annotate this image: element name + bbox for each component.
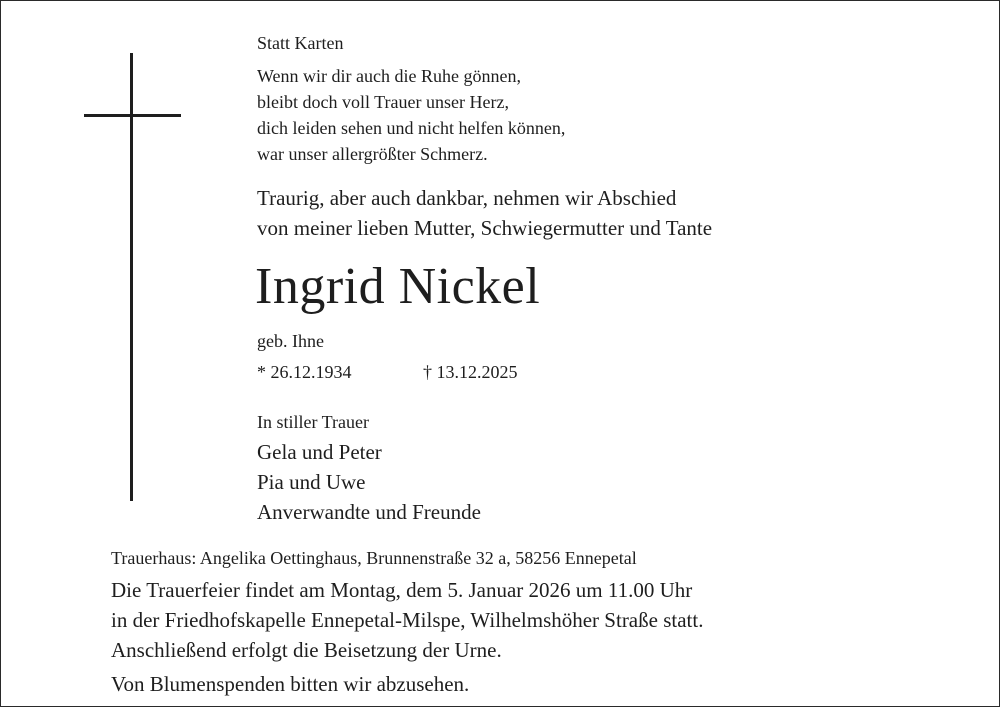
maiden-name: geb. Ihne bbox=[257, 331, 324, 351]
birth-date: * 26.12.1934 bbox=[257, 362, 352, 382]
poem-line: Wenn wir dir auch die Ruhe gönnen, bbox=[257, 66, 521, 86]
intro-text: Statt Karten bbox=[257, 33, 344, 53]
farewell-line: von meiner lieben Mutter, Schwiegermutter und Tante bbox=[257, 216, 713, 240]
mourners-heading: In stiller Trauer bbox=[257, 412, 369, 432]
ceremony-line: in der Friedhofskapelle Ennepetal-Milspe, Wilhelmshöher Straße statt. bbox=[111, 608, 704, 632]
cross-icon bbox=[130, 53, 133, 501]
death-date: † 13.12.2025 bbox=[423, 362, 518, 382]
farewell-line: Traurig, aber auch dankbar, nehmen wir Abschied bbox=[257, 186, 677, 210]
poem-line: dich leiden sehen und nicht helfen können, bbox=[257, 118, 566, 138]
ceremony-line: Die Trauerfeier findet am Montag, dem 5. Januar 2026 um 11.00 Uhr bbox=[111, 578, 693, 602]
cross-icon-bar bbox=[84, 114, 181, 117]
poem-line: bleibt doch voll Trauer unser Herz, bbox=[257, 92, 509, 112]
farewell-text bbox=[257, 183, 712, 243]
deceased-name: Ingrid Nickel bbox=[255, 258, 541, 315]
poem-line: war unser allergrößter Schmerz. bbox=[257, 144, 488, 164]
mourner-name: Anverwandte und Freunde bbox=[257, 500, 481, 524]
mourner-name: Gela und Peter bbox=[257, 440, 382, 464]
funeral-home-address: Trauerhaus: Angelika Oettinghaus, Brunnenstraße 32 a, 58256 Ennepetal bbox=[111, 548, 637, 568]
ceremony-details bbox=[111, 575, 703, 665]
flowers-note: Von Blumenspenden bitten wir abzusehen. bbox=[111, 672, 470, 696]
ceremony-line: Anschließend erfolgt die Beisetzung der Urne. bbox=[111, 638, 502, 662]
poem bbox=[257, 63, 565, 167]
mourner-name: Pia und Uwe bbox=[257, 470, 366, 494]
mourners-list bbox=[257, 437, 481, 527]
